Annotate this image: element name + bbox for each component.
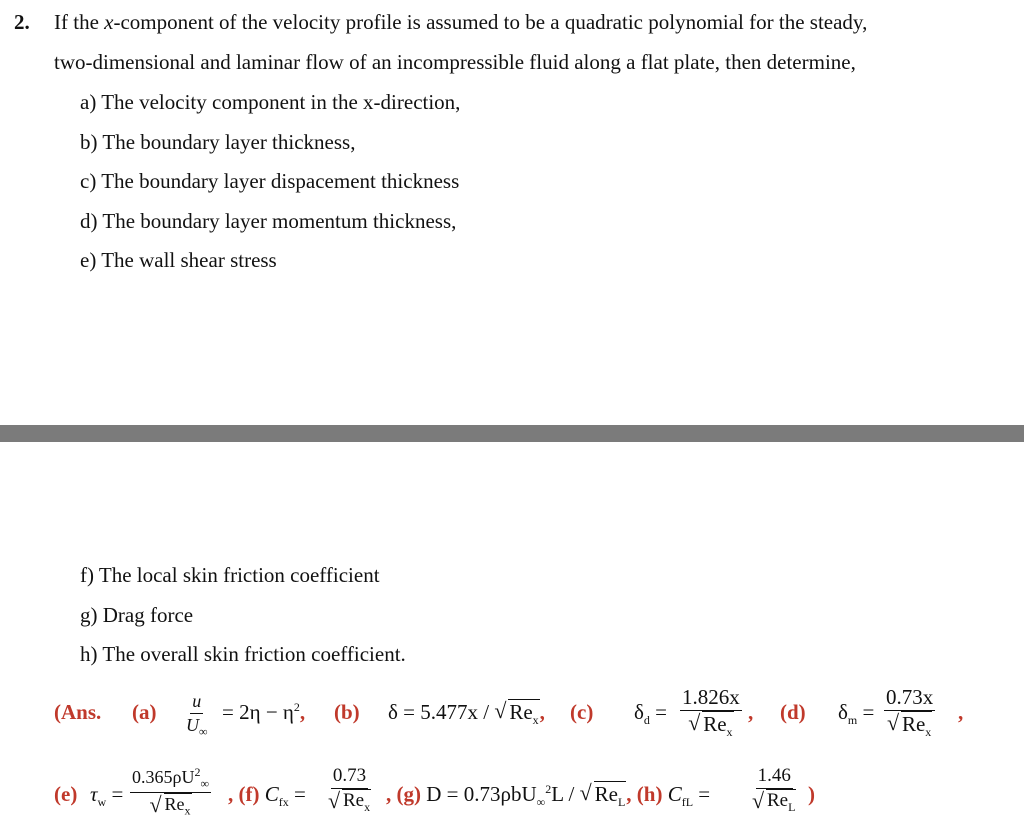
answer-g-comma: , xyxy=(626,782,632,806)
item-label: f) xyxy=(80,563,94,587)
answer-h-numerator: 1.46 xyxy=(756,766,793,789)
list-item-g xyxy=(80,603,193,628)
answer-c-numerator: 1.826x xyxy=(680,686,742,711)
answer-b-radicand-sub: x xyxy=(532,713,539,728)
answer-d-numerator: 0.73x xyxy=(884,686,935,711)
answer-h-denominator-sub: L xyxy=(788,799,796,814)
answer-b-expr xyxy=(388,700,545,728)
answer-d-denominator: Re xyxy=(901,712,926,737)
answer-h-lhs: C xyxy=(667,782,682,806)
item-text: The boundary layer dispacement thickness xyxy=(101,169,460,193)
question-line-1-pre: If the xyxy=(54,10,105,34)
answer-e-comma: , xyxy=(228,782,234,806)
answer-b-radicand: Re xyxy=(509,700,533,724)
answer-d-denominator-sub: x xyxy=(925,725,932,740)
answer-e-label: (e) xyxy=(54,782,78,806)
answer-f-lhs: C xyxy=(264,782,279,806)
answer-a-numerator: u xyxy=(190,692,203,714)
answer-e-denominator-sub: x xyxy=(184,803,191,818)
list-item-d xyxy=(80,209,456,234)
answer-g-radicand-sub: L xyxy=(617,795,626,810)
list-item-f xyxy=(80,563,380,588)
answers-close: ) xyxy=(808,782,815,806)
answer-f-label: (f) xyxy=(238,782,260,806)
answer-h-denominator: Re xyxy=(767,789,789,811)
page-divider xyxy=(0,425,1024,442)
question-line-1 xyxy=(54,10,867,35)
answer-h-fraction xyxy=(752,766,796,813)
question-line-1-var: x xyxy=(104,10,114,34)
item-text: The boundary layer thickness, xyxy=(102,130,356,154)
answer-h-lhs-sub: fL xyxy=(681,795,694,810)
list-item-e xyxy=(80,248,277,273)
answer-d-lhs-text: δ xyxy=(838,700,848,724)
answer-e-numerator: 0.365ρU xyxy=(132,767,195,787)
answer-e-lhs: $\tau_w$ = xyxy=(90,782,124,810)
answer-g-label: (g) xyxy=(396,782,421,806)
answer-a-comma: , xyxy=(299,700,306,724)
item-text: Drag force xyxy=(102,603,194,627)
answer-c-lhs: $\delta_d$ = xyxy=(634,700,667,728)
answer-c-denominator-sub: x xyxy=(726,725,733,740)
answer-d-fraction xyxy=(884,686,935,739)
answer-e-fraction xyxy=(130,766,211,817)
question-line-2: two-dimensional and laminar flow of an incompressible fluid along a flat plate, then determine, xyxy=(54,50,856,74)
answer-e-lhs-text: τ xyxy=(90,782,98,806)
answer-f-comma: , xyxy=(386,782,392,806)
answer-f-fraction xyxy=(328,766,371,813)
answer-c-comma: , xyxy=(748,700,754,724)
answer-f-denominator-sub: x xyxy=(364,799,371,814)
answer-a-fraction xyxy=(186,692,208,738)
answer-b-lhs: δ = 5.477x / xyxy=(388,700,495,724)
answer-e-numerator-sup: 2 xyxy=(194,765,201,779)
answer-g-group: , (g) D = 0.73ρbU$_\infty^2$L / √ $Re_L$, (h) $C_{fL}$ = xyxy=(386,782,710,810)
answer-a-rhs-sup: 2 xyxy=(293,700,300,714)
answer-g-sub: ∞ xyxy=(536,795,546,810)
answers-open: (Ans. xyxy=(54,700,102,724)
question-number: 2. xyxy=(14,10,30,34)
answer-b-comma: , xyxy=(539,700,545,724)
question-line-1-post: -component of the velocity profile is assumed to be a quadratic polynomial for the steady, xyxy=(113,10,868,34)
item-text: The boundary layer momentum thickness, xyxy=(102,209,457,233)
answer-f-denominator: Re xyxy=(343,789,365,811)
answer-f-group: , (f) $C_{fx}$ = xyxy=(228,782,306,810)
answer-d-lhs-sub: m xyxy=(847,713,858,728)
item-text: The wall shear stress xyxy=(101,248,277,272)
answer-e-denominator: Re xyxy=(164,794,185,815)
answer-c-denominator: Re xyxy=(703,712,727,737)
answer-a-label: (a) xyxy=(132,700,157,724)
item-label: b) xyxy=(80,130,98,154)
list-item-a xyxy=(80,90,460,115)
item-label: g) xyxy=(80,603,98,627)
answer-c-label: (c) xyxy=(570,700,594,724)
answer-a-rhs xyxy=(222,700,305,725)
answer-c-lhs-text: δ xyxy=(634,700,644,724)
item-label: a) xyxy=(80,90,97,114)
answer-e-lhs-sub: w xyxy=(97,795,107,810)
list-item-c xyxy=(80,169,459,194)
answer-g-sup: 2 xyxy=(545,782,552,796)
answer-f-numerator: 0.73 xyxy=(331,766,368,789)
answer-a-rhs-text: = 2η − η xyxy=(222,700,294,724)
item-text: The local skin friction coefficient xyxy=(98,563,380,587)
item-label: d) xyxy=(80,209,98,233)
answer-b-label: (b) xyxy=(334,700,360,724)
answer-a-denominator-sub: ∞ xyxy=(199,724,208,739)
item-label: c) xyxy=(80,169,97,193)
answer-c-lhs-sub: d xyxy=(643,713,650,728)
answer-d-comma: , xyxy=(958,700,964,724)
answer-a-denominator: U xyxy=(186,714,199,735)
list-item-h xyxy=(80,642,406,667)
answer-h-label: (h) xyxy=(636,782,663,806)
answer-e-numerator-sub: ∞ xyxy=(200,776,210,791)
answer-g-expr: D = 0.73ρbU xyxy=(426,782,537,806)
answer-c-fraction xyxy=(680,686,742,739)
item-label: e) xyxy=(80,248,97,272)
item-label: h) xyxy=(80,642,98,666)
answer-g-radicand: Re xyxy=(594,782,618,806)
item-text: The velocity component in the x-direction, xyxy=(101,90,461,114)
answer-f-lhs-sub: fx xyxy=(278,795,289,810)
answer-g-expr2: L / xyxy=(551,782,580,806)
list-item-b xyxy=(80,130,355,155)
item-text: The overall skin friction coefficient. xyxy=(102,642,406,666)
answer-d-label: (d) xyxy=(780,700,806,724)
answer-d-lhs: $\delta_m$ = xyxy=(838,700,875,728)
